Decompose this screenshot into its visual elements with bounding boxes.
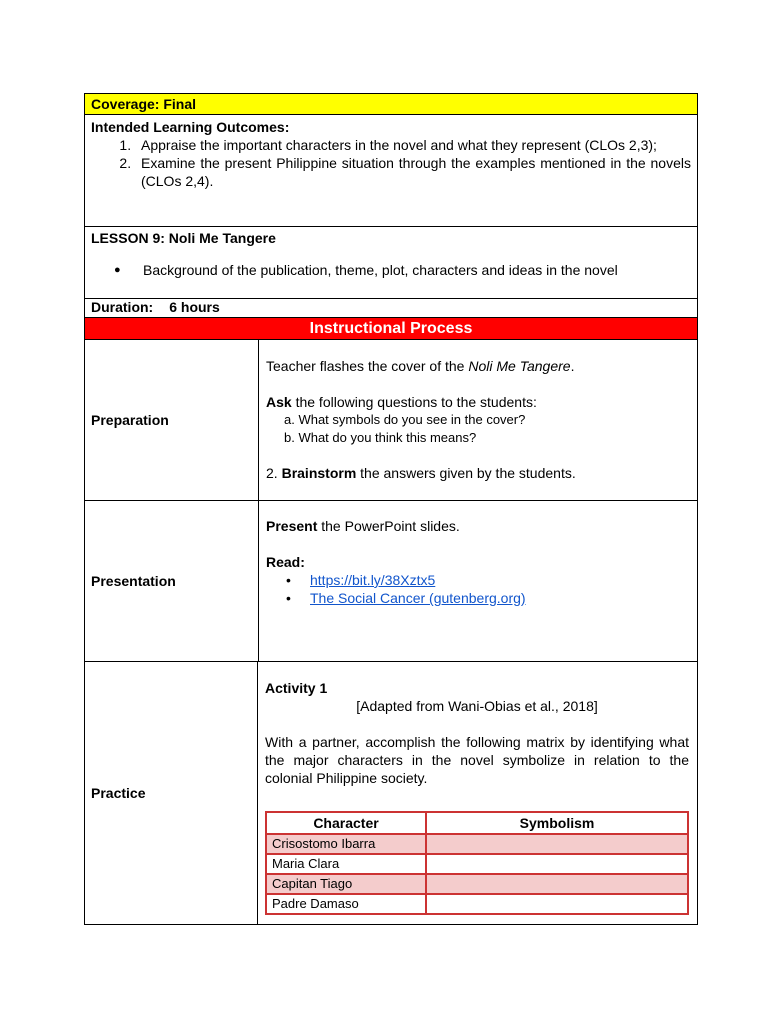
practice-label: Practice: [85, 662, 258, 924]
activity-title: Activity 1: [265, 680, 328, 696]
symbolism-cell[interactable]: [426, 834, 688, 854]
practice-row: [85, 662, 697, 924]
activity-instructions: With a partner, accomplish the following matrix by identifying what the major characters in the novel symbolize in relation to the colonial Philippine society.: [265, 734, 689, 786]
present-line: Present the PowerPoint slides.: [266, 518, 460, 534]
table-row: [266, 874, 688, 894]
symbolism-cell[interactable]: [426, 894, 688, 914]
preparation-row: [85, 340, 697, 501]
read-label: Read:: [266, 554, 305, 570]
table-row: [266, 854, 688, 874]
presentation-row: [85, 501, 697, 662]
learning-outcomes: [85, 115, 697, 227]
learning-outcomes-heading: Intended Learning Outcomes:: [91, 119, 290, 135]
bitly-link[interactable]: https://bit.ly/38Xztx5: [310, 572, 436, 588]
table-row: [266, 834, 688, 854]
instructional-process-header: Instructional Process: [85, 318, 697, 340]
character-cell: Padre Damaso: [266, 894, 426, 914]
reading-link-item: [286, 589, 689, 607]
duration-label: Duration:: [91, 299, 154, 315]
symbolism-cell[interactable]: [426, 854, 688, 874]
character-header: Character: [266, 812, 426, 834]
duration-value: 6 hours: [169, 299, 220, 315]
preparation-intro: Teacher flashes the cover of the Noli Me Tangere.: [266, 358, 575, 374]
practice-content: [258, 662, 697, 924]
lesson-plan-table: [84, 93, 698, 925]
character-matrix: [265, 811, 689, 915]
symbolism-header: Symbolism: [426, 812, 688, 834]
reading-link-item: [286, 571, 689, 589]
preparation-content: [259, 340, 697, 500]
question-item: a. What symbols do you see in the cover?: [284, 412, 526, 427]
lesson-title: LESSON 9: Noli Me Tangere: [91, 230, 276, 246]
symbolism-cell[interactable]: [426, 874, 688, 894]
table-row: [266, 894, 688, 914]
duration-row: [85, 299, 697, 318]
activity-source: [Adapted from Wani-Obias et al., 2018]: [356, 698, 598, 714]
outcome-item: 2. Examine the present Philippine situation through the examples mentioned in the novels (CLOs 2,4).: [135, 154, 691, 190]
ask-line: Ask the following questions to the students:: [266, 394, 537, 410]
outcome-item: 1. Appraise the important characters in the novel and what they represent (CLOs 2,3);: [135, 136, 691, 154]
presentation-label: Presentation: [85, 501, 259, 661]
presentation-content: [259, 501, 697, 661]
coverage-row: Coverage: Final: [85, 94, 697, 115]
brainstorm-line: 2. Brainstorm the answers given by the students.: [266, 465, 576, 481]
lesson-row: [85, 227, 697, 299]
character-cell: Maria Clara: [266, 854, 426, 874]
novel-title: Noli Me Tangere: [468, 358, 571, 374]
lesson-topic: ● Background of the publication, theme, plot, characters and ideas in the novel: [135, 261, 691, 279]
preparation-label: Preparation: [85, 340, 259, 500]
character-cell: Capitan Tiago: [266, 874, 426, 894]
question-item: b. What do you think this means?: [284, 430, 477, 445]
gutenberg-link[interactable]: The Social Cancer (gutenberg.org): [310, 590, 526, 606]
character-cell: Crisostomo Ibarra: [266, 834, 426, 854]
